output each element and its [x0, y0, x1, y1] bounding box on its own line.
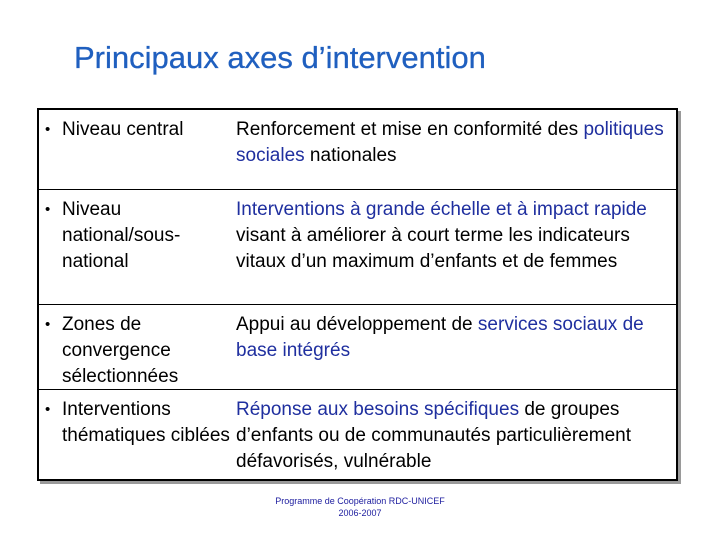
description-text: Appui au développement de	[236, 314, 478, 335]
description-highlight: Interventions à grande échelle et à impact rapide	[236, 199, 647, 220]
row-label-cell	[45, 117, 230, 143]
footer	[0, 495, 720, 519]
description-text: visant à améliorer à court terme les indicateurs vitaux d’un maximum d’enfants et de femmes	[236, 225, 630, 272]
bullet: •	[45, 201, 51, 218]
description-text: Renforcement et mise en conformité des	[236, 119, 584, 140]
row-label: Niveau national/sous-national	[62, 199, 181, 272]
row-description	[236, 397, 671, 475]
row-label: Interventions thématiques ciblées	[62, 399, 230, 446]
row-label-cell	[45, 397, 230, 449]
bullet: •	[45, 316, 51, 333]
table-row	[39, 304, 676, 390]
row-description	[236, 197, 671, 275]
interventions-table	[37, 108, 678, 481]
row-description	[236, 117, 671, 169]
slide-title: Principaux axes d’intervention	[74, 40, 486, 75]
footer-line2: 2006-2007	[338, 508, 382, 518]
row-label: Zones de convergence sélectionnées	[62, 314, 179, 387]
table-row	[39, 389, 676, 480]
table-row	[39, 189, 676, 305]
row-label-cell	[45, 197, 230, 275]
description-highlight: politiques sociales	[236, 119, 664, 166]
bullet: •	[45, 121, 51, 138]
description-text: nationales	[304, 145, 397, 166]
table-row	[39, 110, 676, 189]
description-highlight: Réponse aux besoins spécifiques	[236, 399, 520, 420]
footer-line1: Programme de Coopération RDC-UNICEF	[275, 496, 445, 506]
description-highlight: services sociaux de base intégrés	[236, 314, 644, 361]
row-label: Niveau central	[62, 119, 184, 140]
bullet: •	[45, 401, 51, 418]
row-label-cell	[45, 312, 230, 390]
row-description	[236, 312, 671, 364]
description-text: de groupes d’enfants ou de communautés particulièrement défavorisés, vulnérable	[236, 399, 632, 472]
